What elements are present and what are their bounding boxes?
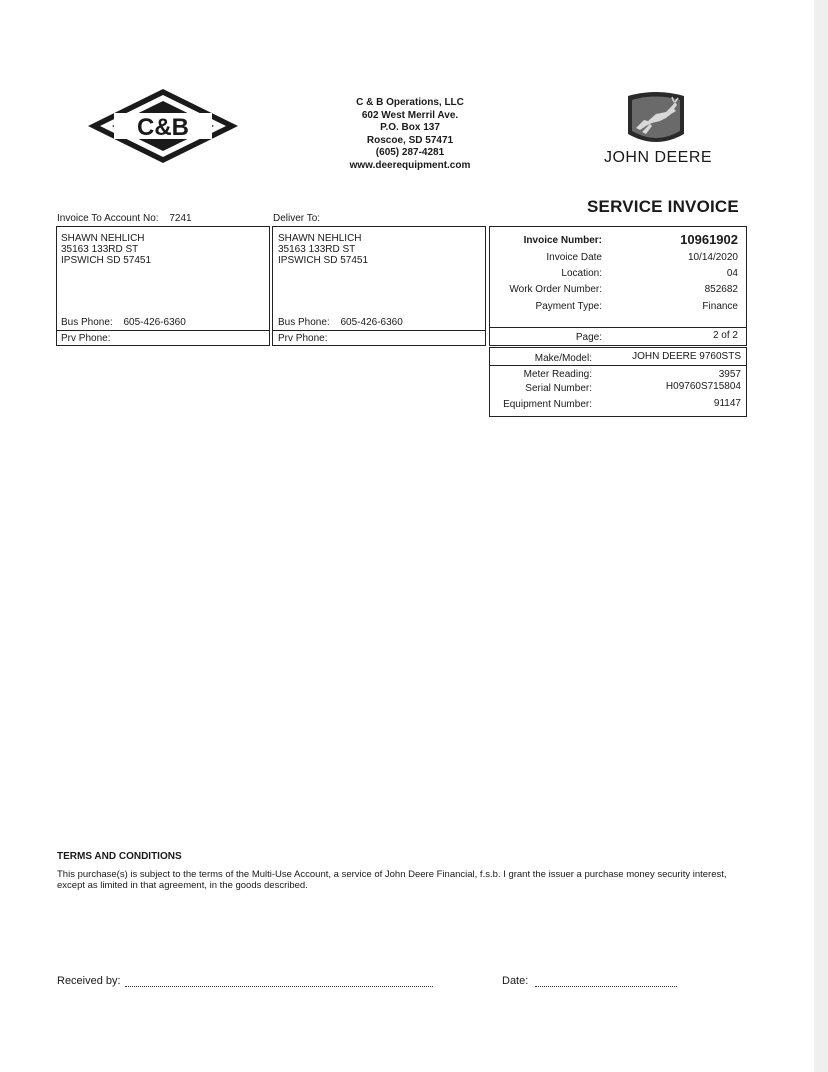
john-deere-logo-icon xyxy=(622,90,690,146)
received-by-label: Received by: xyxy=(57,975,121,987)
company-website: www.deerequipment.com xyxy=(349,159,471,171)
cb-logo xyxy=(84,86,242,166)
bus-phone-label: Bus Phone: xyxy=(278,317,330,328)
cb-logo-text: C&B xyxy=(137,114,189,141)
serial-number-value: H09760S715804 xyxy=(665,381,741,392)
divider xyxy=(490,365,746,366)
meter-reading-value: 3957 xyxy=(718,369,741,380)
bill-to-city: IPSWICH SD 57451 xyxy=(61,255,152,266)
work-order-label: Work Order Number: xyxy=(509,284,602,295)
bus-phone-value: 605-426-6360 xyxy=(340,317,403,328)
company-address-block xyxy=(320,97,500,172)
divider xyxy=(273,330,485,331)
invoice-number-label: Invoice Number: xyxy=(523,235,602,246)
invoice-number-value: 10961902 xyxy=(680,232,738,247)
terms-text: This purchase(s) is subject to the terms of the Multi-Use Account, a service of John Deere Financial, f.s.b. I grant the issuer a purchase money security interest, except as limited in that agreement, in the goods described. xyxy=(57,869,727,891)
bill-to-street: 35163 133RD ST xyxy=(61,244,139,255)
bill-to-name: SHAWN NEHLICH xyxy=(61,233,145,244)
payment-type-value: Finance xyxy=(702,301,738,312)
serial-number-label: Serial Number: xyxy=(525,383,592,394)
deliver-to-city: IPSWICH SD 57451 xyxy=(278,255,369,266)
prv-phone-label: Prv Phone: xyxy=(278,333,328,344)
bus-phone-value: 605-426-6360 xyxy=(123,317,186,328)
bill-to-label xyxy=(57,213,192,224)
location-label: Location: xyxy=(561,268,602,279)
document-title: SERVICE INVOICE xyxy=(587,197,739,216)
company-city: Roscoe, SD 57471 xyxy=(366,134,454,146)
bill-to-bus-phone-row xyxy=(61,317,186,328)
company-phone: (605) 287-4281 xyxy=(375,147,445,158)
payment-type-label: Payment Type: xyxy=(535,301,602,312)
deliver-to-bus-phone-row xyxy=(278,317,403,328)
page-label: Page: xyxy=(575,332,602,343)
company-po-box: P.O. Box 137 xyxy=(380,122,440,133)
date-line[interactable] xyxy=(535,986,677,987)
prv-phone-label: Prv Phone: xyxy=(61,333,111,344)
company-name: C & B Operations, LLC xyxy=(356,97,464,108)
make-model-value: JOHN DEERE 9760STS xyxy=(632,351,741,362)
equipment-box xyxy=(489,347,747,417)
work-order-value: 852682 xyxy=(704,284,738,295)
invoice-date-value: 10/14/2020 xyxy=(687,252,738,263)
meter-reading-label: Meter Reading: xyxy=(523,369,592,380)
deliver-to-street: 35163 133RD ST xyxy=(278,244,356,255)
equipment-number-value: 91147 xyxy=(713,398,741,409)
bus-phone-label: Bus Phone: xyxy=(61,317,113,328)
deliver-to-address xyxy=(278,233,368,266)
make-model-label: Make/Model: xyxy=(534,353,592,364)
location-value: 04 xyxy=(726,268,738,279)
date-label: Date: xyxy=(502,975,529,987)
bill-to-label-text: Invoice To Account No: xyxy=(57,213,159,224)
deliver-to-box xyxy=(272,226,486,346)
terms-heading: TERMS AND CONDITIONS xyxy=(57,851,182,862)
company-street: 602 West Merril Ave. xyxy=(361,109,459,121)
equipment-number-label: Equipment Number: xyxy=(503,399,592,410)
john-deere-wordmark: JOHN DEERE xyxy=(603,149,713,166)
page-value: 2 of 2 xyxy=(712,330,738,341)
deliver-to-label: Deliver To: xyxy=(273,213,321,224)
bill-to-box xyxy=(56,226,270,346)
invoice-date-label: Invoice Date xyxy=(546,252,602,263)
deliver-to-name: SHAWN NEHLICH xyxy=(278,233,362,244)
scan-edge xyxy=(814,0,828,1072)
invoice-info-box xyxy=(489,226,747,346)
bill-to-address xyxy=(61,233,151,266)
divider xyxy=(490,327,746,328)
account-number: 7241 xyxy=(169,213,192,224)
received-by-line[interactable] xyxy=(125,986,433,987)
divider xyxy=(57,330,269,331)
